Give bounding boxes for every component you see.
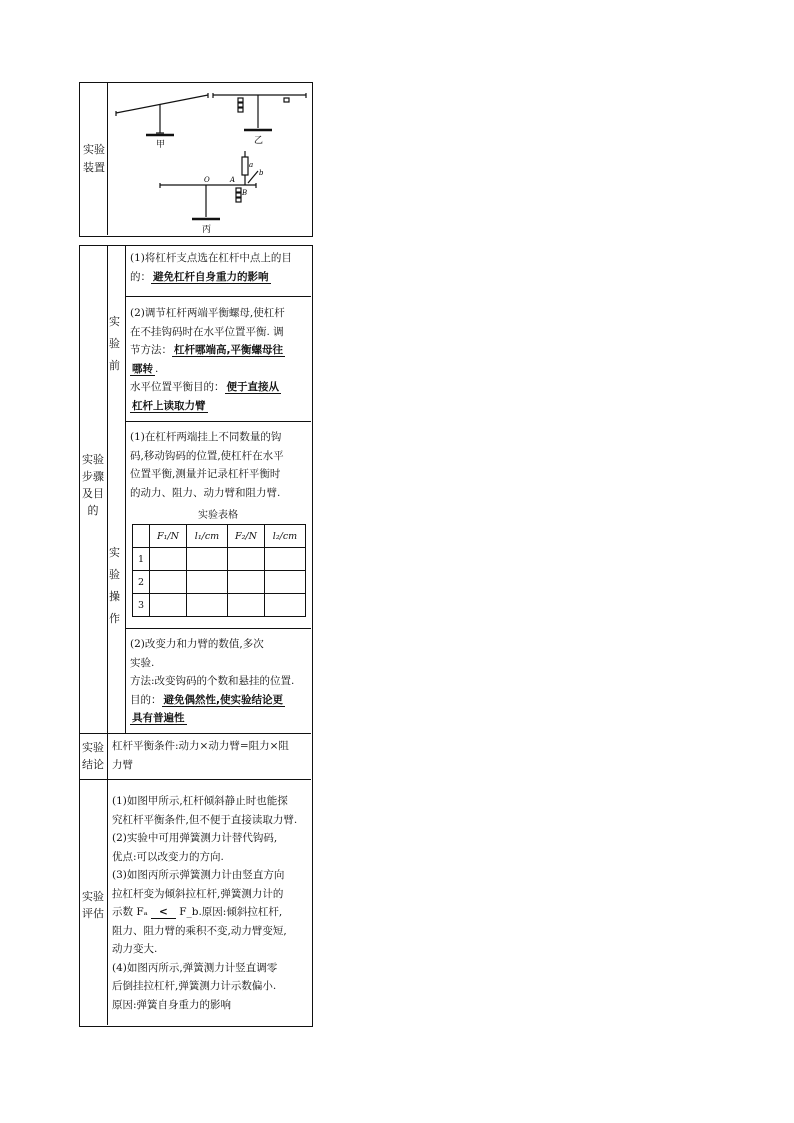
figure-yi [213,93,306,130]
operation-label [109,542,123,630]
record-table-row [133,571,306,594]
record-table-cell [227,548,264,571]
record-table-title: 实验表格 [198,510,238,521]
record-table-row-index: 2 [133,571,150,594]
operation-item-1-line: 码,移动钩码的位置,使杠杆在水平 [130,449,284,462]
point-o-label: O [204,176,210,184]
lever-apparatus-figures [108,83,311,235]
record-table-cell [187,594,228,617]
evaluation-text [112,792,310,1014]
evaluation-line: 优点:可以改变力的方向. [112,850,224,863]
record-table [132,524,306,617]
point-b-label: B [242,189,248,197]
record-table-header-cell: F₁/N [150,525,187,548]
record-table-cell [264,571,305,594]
apparatus-label [82,141,106,177]
evaluation-line-7-answer: < [151,906,176,919]
steps-label-text: 实验步骤及目的 [82,453,104,517]
evaluation-line-7-pre: 示数 Fₐ [112,906,148,918]
record-table-header-cell: l₂/cm [264,525,305,548]
figure-bing [160,151,258,219]
operation-purpose-text: 目的： [130,693,162,706]
operation-item-1-line: 位置平衡,测量并记录杠杆平衡时 [130,468,281,480]
operation-purpose-answer-b: 具有普遍性 [132,712,185,724]
experiment-table [79,245,313,1027]
before-item-1 [130,249,310,286]
conclusion-line: 杠杆平衡条件:动力×动力臂=阻力×阻 [112,740,289,752]
evaluation-line: 后倒挂拉杠杆,弹簧测力计示数偏小. [112,980,277,992]
conclusion-label [82,739,106,773]
before-purpose-text: 水平位置平衡目的： [130,381,225,393]
operation-item-2-line: 实验. [130,656,155,669]
evaluation-line: 究杠杆平衡条件,但不便于直接读取力臂. [112,813,298,826]
record-table-header-cell: F₂/N [227,525,264,548]
record-table-row-index: 1 [133,548,150,571]
record-table-cell [150,571,187,594]
record-table-cell [187,548,228,571]
before-item-1-text: (1)将杠杆支点选在杠杆中点上的目的： [130,252,292,283]
operation-item-1-line: 的动力、阻力、动力臂和阻力臂. [130,486,281,499]
record-table-cell [187,571,228,594]
scale-b-label: b [259,169,264,177]
before-label [109,311,123,377]
conclusion-line: 力臂 [112,758,133,771]
before-item-2-line-c: 节方法： [130,344,172,356]
figure-yi-label: 乙 [254,136,264,146]
before-purpose-answer-a: 便于直接从 [226,381,279,393]
record-table-cell [264,594,305,617]
point-a-label: A [230,176,236,184]
scale-a-label: a [249,161,254,169]
figure-jia [116,93,208,135]
steps-label [82,451,106,519]
operation-label-text: 实验操作 [109,546,120,625]
record-table-row-index: 3 [133,594,150,617]
operation-item-1 [130,428,310,502]
before-item-1-answer: 避免杠杆自身重力的影响 [153,270,269,283]
conclusion-text [112,737,310,774]
evaluation-label [82,888,106,922]
before-item-2: (2)调节杠杆两端平衡螺母,使杠杆 在不挂钩码时在水平位置平衡. 调 节方法： 杠杆哪端高,平衡螺母往 哪转 . 水平位置平衡目的： 便于直接从 杠杆上读取力臂 [130,304,310,415]
evaluation-line: 阻力、阻力臂的乘积不变,动力臂变短, [112,924,287,937]
figure-jia-label: 甲 [156,140,166,150]
evaluation-line-7-post: F_b.原因:倾斜拉杠杆, [179,906,283,918]
record-table-cell [150,594,187,617]
before-item-2-line-a: (2)调节杠杆两端平衡螺母,使杠杆 [130,307,285,319]
evaluation-line: (1)如图甲所示,杠杆倾斜静止时也能探 [112,795,288,807]
evaluation-line-7 [112,903,310,922]
record-table-row [133,548,306,571]
before-item-2-answer-b: 哪转 [132,362,153,375]
record-table-cell [227,594,264,617]
evaluation-line: 动力变大. [112,943,158,955]
before-label-text: 实验前 [109,315,120,372]
evaluation-line: 拉杠杆变为倾斜拉杠杆,弹簧测力计的 [112,887,284,900]
before-item-2-answer-a: 杠杆哪端高,平衡螺母往 [174,344,283,356]
operation-item-1-line: (1)在杠杆两端挂上不同数量的钩 [130,431,282,443]
operation-method: 方法:改变钩码的个数和悬挂的位置. [130,675,295,687]
record-table-row [133,594,306,617]
record-table-cell [264,548,305,571]
operation-item-2-line: (2)改变力和力臂的数值,多次 [130,638,264,650]
record-table-cell [150,548,187,571]
evaluation-label-text: 实验评估 [82,890,104,920]
evaluation-line: (2)实验中可用弹簧测力计替代钩码, [112,832,278,844]
conclusion-label-text: 实验结论 [82,741,104,771]
record-table-header-cell: l₁/cm [187,525,228,548]
record-table-header-row [133,525,306,548]
apparatus-label-text: 实验装置 [83,143,105,174]
figure-bing-label: 丙 [202,225,212,235]
record-table-cell [227,571,264,594]
operation-purpose-answer-a: 避免偶然性,使实验结论更 [163,693,283,706]
before-item-2-line-b: 在不挂钩码时在水平位置平衡. 调 [130,325,284,338]
record-table-header-cell [133,525,150,548]
evaluation-line: (4)如图丙所示,弹簧测力计竖直调零 [112,961,278,974]
operation-item-2 [130,635,310,728]
evaluation-line: (3)如图丙所示弹簧测力计由竖直方向 [112,869,285,881]
apparatus-box [79,82,313,237]
before-purpose-answer-b: 杠杆上读取力臂 [132,399,206,412]
evaluation-line: 原因:弹簧自身重力的影响 [112,998,232,1011]
